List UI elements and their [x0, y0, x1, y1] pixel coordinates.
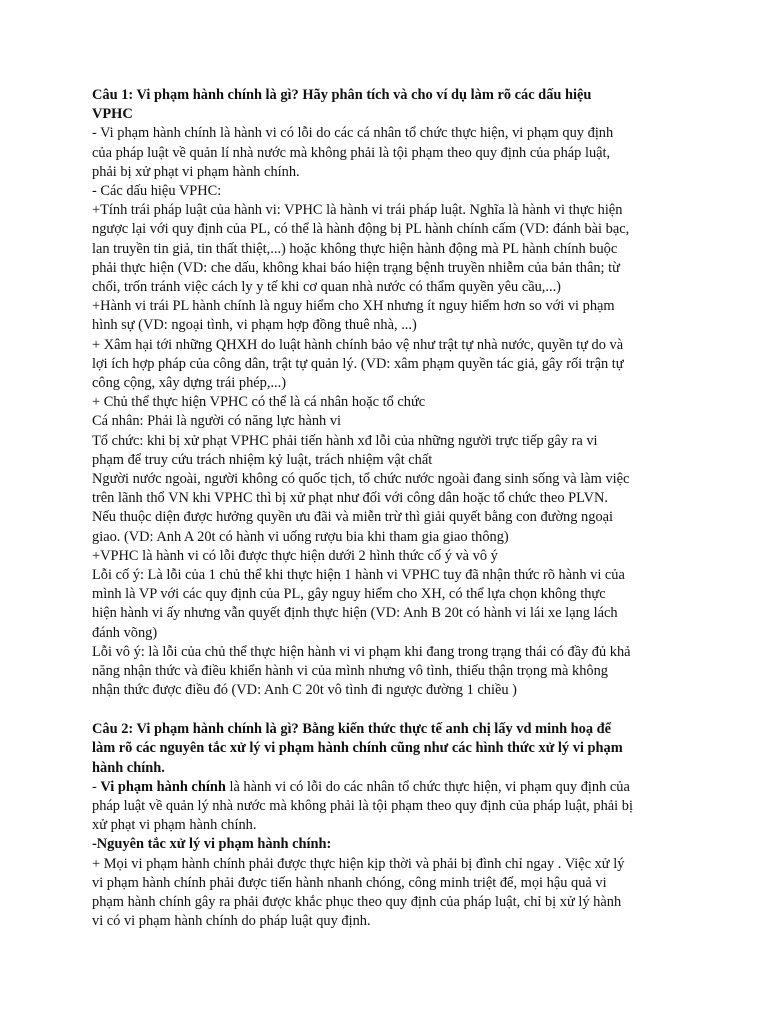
text-line: hình sự (VD: ngoại tình, vi phạm hợp đồng thuê nhà, ...): [92, 317, 417, 334]
definition-rest: là hành vi có lỗi do các nhân tổ chức thực hiện, vi phạm quy định của: [225, 778, 630, 795]
text-line: nhận thức được điều đó (VD: Anh C 20t vô tình đi ngược đường 1 chiều ): [92, 682, 517, 699]
section-2-heading-line: Câu 2: Vi phạm hành chính là gì? Bằng kiến thức thực tế anh chị lấy vd minh hoạ để: [92, 721, 612, 738]
section-2: [92, 720, 678, 931]
definition-prefix: -: [92, 778, 101, 795]
text-line: giao. (VD: Anh A 20t có hành vi uống rượu bia khi tham gia giao thông): [92, 528, 509, 545]
text-line: vi có vi phạm hành chính do pháp luật quy định.: [92, 913, 371, 930]
text-line: Lỗi vô ý: là lỗi của chủ thể thực hiện hành vi vi phạm khi đang trong trạng thái có đầy đủ khả: [92, 643, 631, 660]
text-line: phải thực hiện (VD: che dấu, không khai báo hiện trạng bệnh truyền nhiễm của bản thân; từ: [92, 259, 620, 276]
text-line: + Chủ thể thực hiện VPHC có thể là cá nhân hoặc tổ chức: [92, 394, 426, 411]
text-line: trên lãnh thổ VN khi VPHC thì bị xử phạt như đối với công dân hoặc tổ chức theo PLVN.: [92, 490, 608, 507]
text-line: vi phạm hành chính phải được tiến hành nhanh chóng, công minh triệt để, mọi hậu quả vi: [92, 874, 607, 891]
definition-line: [92, 778, 678, 797]
text-line: lan truyền tin giả, tin thất thiệt,...) hoặc không thực hiện hành động mà PL hành chính buộc: [92, 240, 618, 257]
text-line: lợi ích hợp pháp của công dân, trật tự quản lý. (VD: xâm phạm quyền tác giả, gây rối trận tự: [92, 355, 624, 372]
text-line: phạm để truy cứu trách nhiệm kỷ luật, trách nhiệm vật chất: [92, 451, 433, 468]
text-line: của pháp luật về quản lí nhà nước mà không phải là tội phạm theo quy định của pháp luật,: [92, 144, 611, 161]
text-line: xử phạt vi phạm hành chính.: [92, 817, 257, 834]
text-line: - Các dấu hiệu VPHC:: [92, 183, 222, 200]
text-line: năng nhận thức và điều khiển hành vi của mình nhưng vô tình, thiếu thận trọng mà không: [92, 663, 608, 680]
section-1: [92, 86, 678, 701]
text-line: + Xâm hại tới những QHXH do luật hành chính bảo vệ như trật tự nhà nước, quyền tự do và: [92, 336, 624, 353]
text-line: pháp luật về quản lý nhà nước mà không phải là tội phạm theo quy định của pháp luật, phải bị: [92, 797, 633, 814]
text-line: Nếu thuộc diện được hưởng quyền ưu đãi và miễn trừ thì giải quyết bằng con đường ngoại: [92, 509, 614, 526]
text-line: Lỗi cố ý: Là lỗi của 1 chủ thể khi thực hiện 1 hành vi VPHC tuy đã nhận thức rõ hành vi của: [92, 567, 625, 584]
text-line: Cá nhân: Phải là người có năng lực hành vi: [92, 413, 342, 430]
section-gap: [92, 701, 678, 721]
text-line: +Hành vi trái PL hành chính là nguy hiểm cho XH nhưng ít nguy hiểm hơn so với vi phạm: [92, 298, 615, 315]
text-line: mình là VP với các quy định của PL, gây nguy hiểm cho XH, có thể lựa chọn không thực: [92, 586, 606, 603]
section-1-heading-line: VPHC: [92, 106, 133, 123]
principles-heading: -Nguyên tắc xử lý vi phạm hành chính:: [92, 836, 332, 853]
text-line: + Mọi vi phạm hành chính phải được thực hiện kịp thời và phải bị đình chỉ ngay . Việc xử lý: [92, 855, 625, 872]
document-page: [92, 86, 678, 931]
text-line: ngược lại với quy định của PL, có thể là hành động bị PL hành chính cấm (VD: đánh bài bạc,: [92, 221, 630, 238]
text-line: Người nước ngoài, người không có quốc tịch, tổ chức nước ngoài đang sinh sống và làm việc: [92, 471, 630, 488]
text-line: đánh võng): [92, 624, 158, 641]
text-line: công cộng, xây dựng trái phép,...): [92, 375, 287, 392]
text-line: +VPHC là hành vi có lỗi được thực hiện dưới 2 hình thức cố ý và vô ý: [92, 547, 498, 564]
text-line: - Vi phạm hành chính là hành vi có lỗi do các cá nhân tổ chức thực hiện, vi phạm quy định: [92, 125, 614, 142]
section-2-heading-line: hành chính.: [92, 759, 165, 776]
text-line: chối, trốn tránh việc cách ly y tế khi cơ quan nhà nước có thẩm quyền yêu cầu,...): [92, 279, 561, 296]
section-1-heading-line: Câu 1: Vi phạm hành chính là gì? Hãy phân tích và cho ví dụ làm rõ các dấu hiệu: [92, 87, 592, 103]
section-2-heading-line: làm rõ các nguyên tắc xử lý vi phạm hành chính cũng như các hình thức xử lý vi phạm: [92, 740, 623, 757]
text-line: phạm hành chính gây ra phải được khắc phục theo quy định của pháp luật, chỉ bị xử lý hành: [92, 893, 622, 910]
text-line: hiện hành vi ấy nhưng vẫn quyết định thực hiện (VD: Anh B 20t có hành vi lái xe lạng lách: [92, 605, 618, 622]
definition-term: Vi phạm hành chính: [100, 778, 226, 795]
text-line: +Tính trái pháp luật của hành vi: VPHC là hành vi trái pháp luật. Nghĩa là hành vi thực hiện: [92, 202, 623, 219]
text-line: phải bị xử phạt vi phạm hành chính.: [92, 163, 300, 180]
text-line: Tổ chức: khi bị xử phạt VPHC phải tiến hành xđ lỗi của những người trực tiếp gây ra vi: [92, 432, 598, 449]
